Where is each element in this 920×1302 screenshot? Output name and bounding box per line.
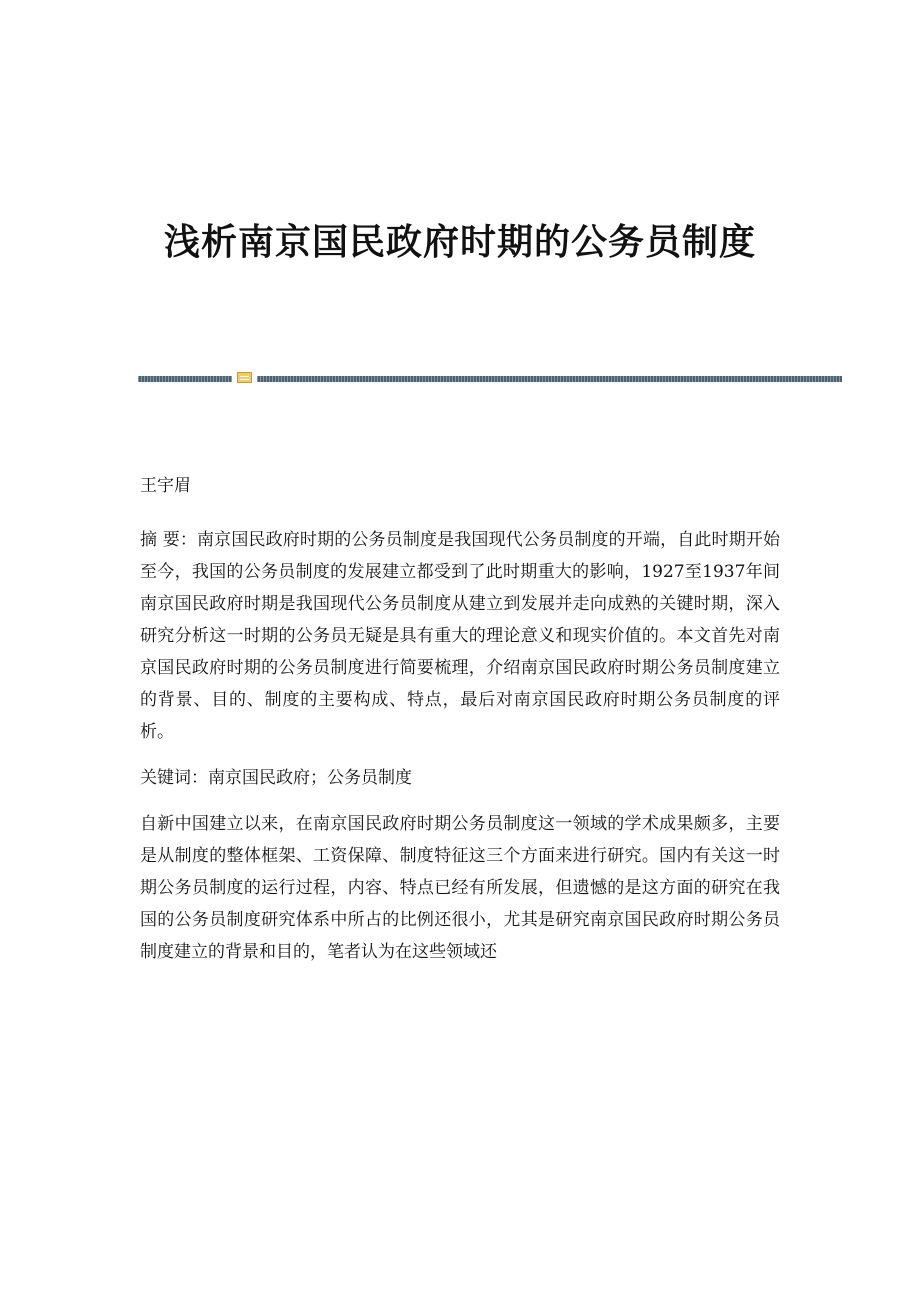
body-paragraph: 自新中国建立以来，在南京国民政府时期公务员制度这一领域的学术成果颇多，主要是从制度的整体框架、工资保障、制度特征这三个方面来进行研究。国内有关这一时期公务员制度的运行过程，内容、特点已经有所发展，但遗憾的是这方面的研究在我国的公务员制度研究体系中所占的比例还很小，尤其是研究南京国民政府时期公务员制度建立的背景和目的，笔者认为在这些领域还	[140, 814, 780, 962]
title-divider	[138, 371, 842, 385]
divider-rule-left	[138, 376, 232, 382]
keywords	[140, 762, 780, 794]
divider-rule-right	[257, 376, 842, 382]
abstract	[140, 524, 780, 748]
document-body	[140, 470, 780, 968]
keywords-text: 南京国民政府；公务员制度	[208, 768, 412, 788]
document-title: 浅析南京国民政府时期的公务员制度	[163, 221, 756, 263]
abstract-label: 摘 要：	[140, 530, 198, 550]
abstract-text: 南京国民政府时期的公务员制度是我国现代公务员制度的开端，自此时期开始至今，我国的公务员制度的发展建立都受到了此时期重大的影响，1927至1937年间南京国民政府时期是我国现代公务员制度从建立到发展并走向成熟的关键时期，深入研究分析这一时期的公务员无疑是具有重大的理论意义和现实价值的。本文首先对南京国民政府时期的公务员制度进行简要梳理，介绍南京国民政府时期公务员制度建立的背景、目的、制度的主要构成、特点，最后对南京国民政府时期公务员制度的评析。	[140, 530, 781, 742]
keywords-label: 关键词：	[140, 768, 208, 788]
author-name: 王宇眉	[140, 476, 191, 496]
envelope-icon	[237, 372, 252, 383]
